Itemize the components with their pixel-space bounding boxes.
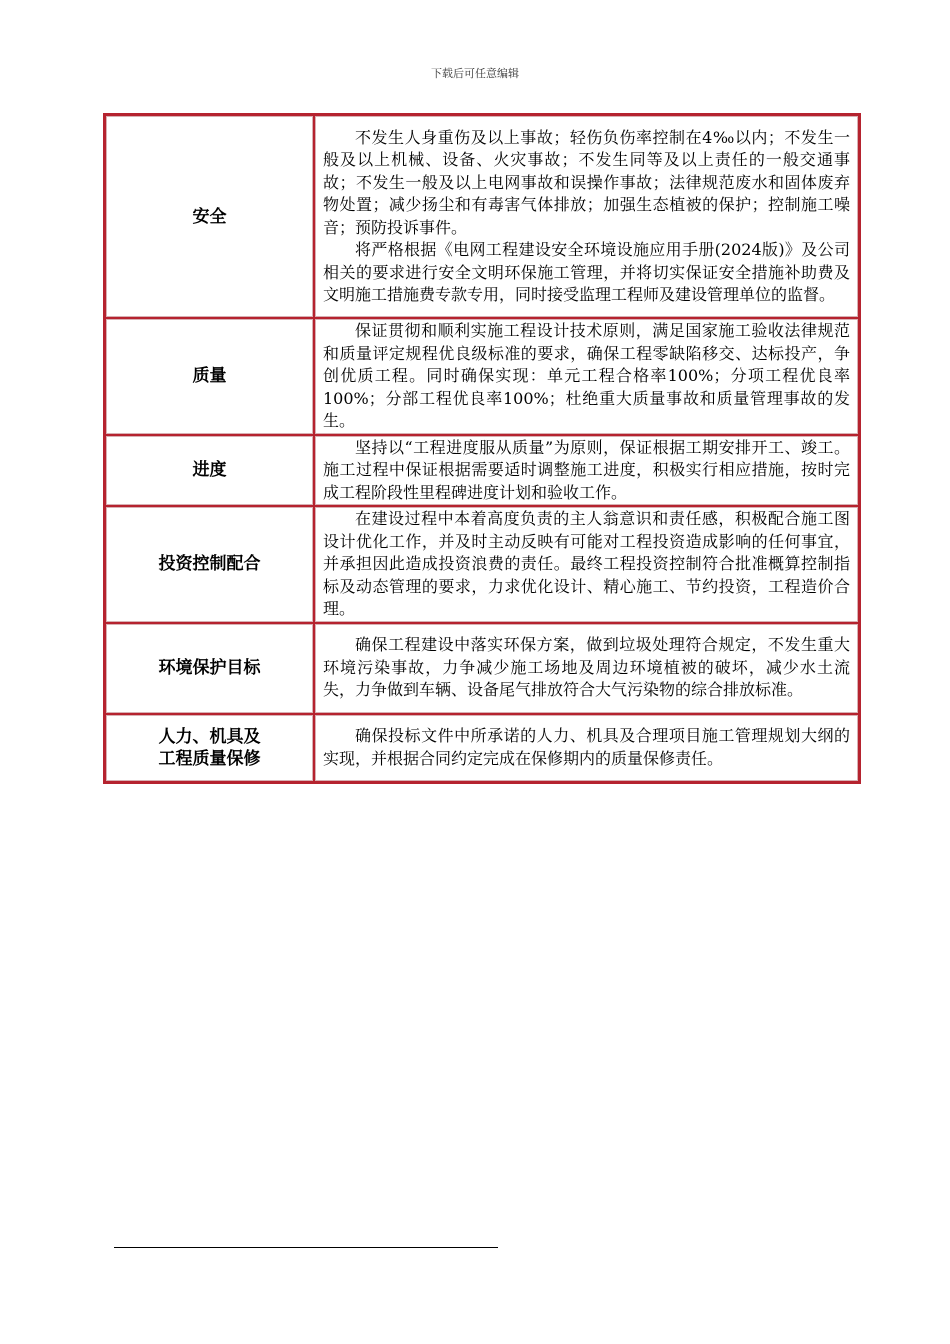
project-targets-table bbox=[103, 113, 861, 784]
page-header: 下载后可任意编辑 bbox=[431, 67, 519, 80]
row-label-warranty bbox=[105, 714, 314, 782]
row-label-environment: 环境保护目标 bbox=[105, 623, 314, 714]
safety-paragraph-1: 不发生人身重伤及以上事故；轻伤负伤率控制在4‰以内；不发生一般及以上机械、设备、火灾事故；不发生同等及以上责任的一般交通事故；不发生一般及以上电网事故和误操作事故；法律规范废水和固体废弃物处置；减少扬尘和有毒害气体排放；加强生态植被的保护；控制施工噪音；预防投诉事件。 bbox=[323, 127, 850, 237]
row-label-quality: 质量 bbox=[105, 318, 314, 435]
table-row-warranty bbox=[105, 714, 859, 782]
table-row-investment bbox=[105, 506, 859, 623]
row-content-safety bbox=[314, 115, 859, 318]
environment-paragraph: 确保工程建设中落实环保方案，做到垃圾处理符合规定，不发生重大环境污染事故，力争减少施工场地及周边环境植被的破坏，减少水土流失，力争做到车辆、设备尾气排放符合大气污染物的综合排放标准。 bbox=[323, 635, 850, 700]
row-content-warranty bbox=[314, 714, 859, 782]
row-label-safety: 安全 bbox=[105, 115, 314, 318]
warranty-label-line-1: 人力、机具及 bbox=[158, 726, 261, 747]
row-label-investment: 投资控制配合 bbox=[105, 506, 314, 623]
row-label-schedule: 进度 bbox=[105, 435, 314, 507]
table-row-schedule bbox=[105, 435, 859, 507]
footnote-separator bbox=[114, 1247, 498, 1248]
investment-paragraph: 在建设过程中本着高度负责的主人翁意识和责任感，积极配合施工图设计优化工作，并及时主动反映有可能对工程投资造成影响的任何事宜，并承担因此造成投资浪费的责任。最终工程投资控制符合批准概算控制指标及动态管理的要求，力求优化设计、精心施工、节约投资，工程造价合理。 bbox=[323, 509, 850, 618]
row-content-schedule bbox=[314, 435, 859, 507]
table-row-environment bbox=[105, 623, 859, 714]
row-content-investment bbox=[314, 506, 859, 623]
warranty-label-line-2: 工程质量保修 bbox=[158, 748, 261, 769]
safety-paragraph-2: 将严格根据《电网工程建设安全环境设施应用手册(2024版)》及公司相关的要求进行安全文明环保施工管理，并将切实保证安全措施补助费及文明施工措施费专款专用，同时接受监理工程师及建设管理单位的监督。 bbox=[323, 240, 850, 304]
schedule-paragraph: 坚持以“工程进度服从质量”为原则，保证根据工期安排开工、竣工。施工过程中保证根据需要适时调整施工进度，积极实行相应措施，按时完成工程阶段性里程碑进度计划和验收工作。 bbox=[323, 437, 850, 502]
table-row-safety bbox=[105, 115, 859, 318]
table-row-quality bbox=[105, 318, 859, 435]
row-content-quality bbox=[314, 318, 859, 435]
row-content-environment bbox=[314, 623, 859, 714]
quality-paragraph: 保证贯彻和顺利实施工程设计技术原则，满足国家施工验收法律规范和质量评定规程优良级标准的要求，确保工程零缺陷移交、达标投产，争创优质工程。同时确保实现：单元工程合格率100%；分项工程优良率100%；分部工程优良率100%；杜绝重大质量事故和质量管理事故的发生。 bbox=[323, 321, 850, 430]
warranty-paragraph: 确保投标文件中所承诺的人力、机具及合理项目施工管理规划大纲的实现，并根据合同约定完成在保修期内的质量保修责任。 bbox=[323, 726, 850, 768]
